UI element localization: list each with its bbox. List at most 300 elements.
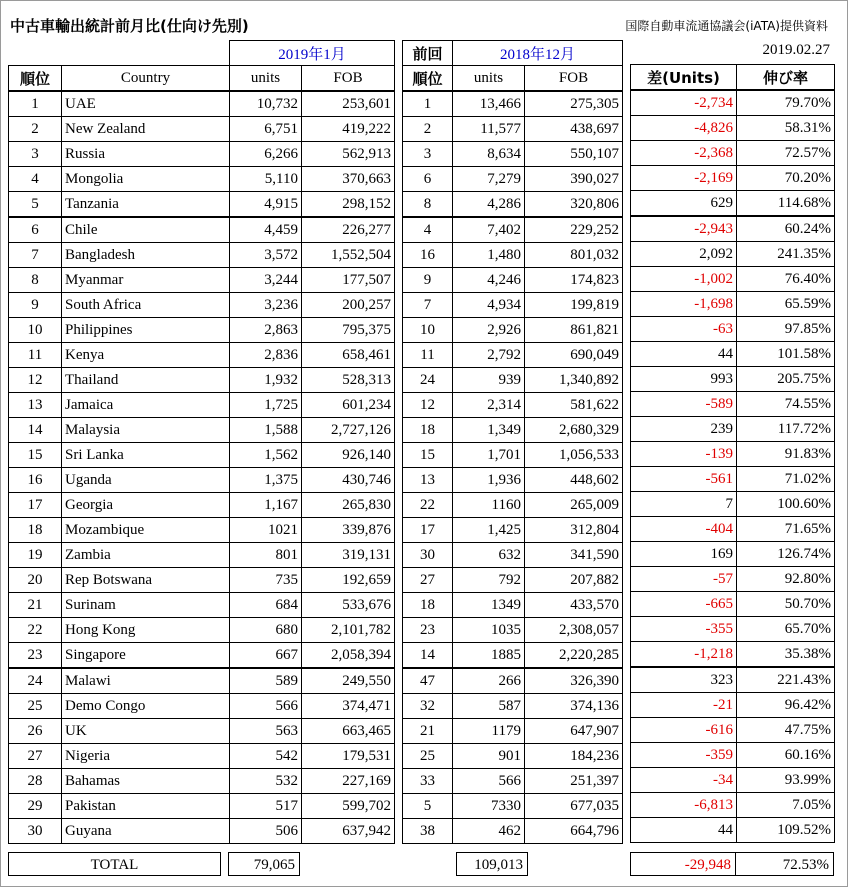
- diff-cell: 629: [631, 191, 737, 217]
- growth-cell: 92.80%: [737, 567, 835, 592]
- units-cell: 6,266: [230, 142, 302, 167]
- rank-cell: 9: [9, 293, 62, 318]
- country-cell: Myanmar: [62, 268, 230, 293]
- prev-units-cell: 1,349: [453, 418, 525, 443]
- prev-units-cell: 632: [453, 543, 525, 568]
- growth-header: 伸び率: [737, 65, 835, 91]
- prev-units-cell: 7,279: [453, 167, 525, 192]
- units-cell: 2,863: [230, 318, 302, 343]
- prev-units-cell: 1179: [453, 719, 525, 744]
- table-row: [9, 643, 395, 669]
- country-cell: UAE: [62, 91, 230, 117]
- table-row: [9, 694, 395, 719]
- diff-cell: -589: [631, 392, 737, 417]
- diff-cell: -6,813: [631, 793, 737, 818]
- table-row: [9, 368, 395, 393]
- table-row: [631, 793, 835, 818]
- table-row: [9, 744, 395, 769]
- prev-rank-header: 順位: [403, 66, 453, 92]
- table-row: [631, 267, 835, 292]
- diff-cell: -21: [631, 693, 737, 718]
- prev-units-cell: 1,701: [453, 443, 525, 468]
- units-cell: 1,932: [230, 368, 302, 393]
- units-cell: 1,725: [230, 393, 302, 418]
- table-row: [631, 141, 835, 166]
- prev-rank-cell: 7: [403, 293, 453, 318]
- table-row: [403, 769, 623, 794]
- units-cell: 563: [230, 719, 302, 744]
- units-cell: 680: [230, 618, 302, 643]
- table-row: [403, 418, 623, 443]
- rank-cell: 20: [9, 568, 62, 593]
- table-row: [9, 117, 395, 142]
- prev-rank-cell: 32: [403, 694, 453, 719]
- prev-fob-cell: 184,236: [525, 744, 623, 769]
- diff-cell: -2,169: [631, 166, 737, 191]
- table-row: [403, 719, 623, 744]
- rank-cell: 4: [9, 167, 62, 192]
- prev-rank-cell: 2: [403, 117, 453, 142]
- country-cell: Pakistan: [62, 794, 230, 819]
- country-cell: Mozambique: [62, 518, 230, 543]
- comparison-table: [630, 40, 835, 843]
- country-cell: Philippines: [62, 318, 230, 343]
- previous-period-header: 2018年12月: [453, 41, 623, 66]
- rank-cell: 16: [9, 468, 62, 493]
- table-row: [631, 367, 835, 392]
- country-cell: Rep Botswana: [62, 568, 230, 593]
- units-cell: 4,915: [230, 192, 302, 218]
- prev-fob-cell: 438,697: [525, 117, 623, 142]
- table-row: [631, 667, 835, 693]
- fob-cell: 926,140: [302, 443, 395, 468]
- prev-fob-cell: 320,806: [525, 192, 623, 218]
- prev-units-cell: 1035: [453, 618, 525, 643]
- country-cell: Nigeria: [62, 744, 230, 769]
- table-row: [403, 318, 623, 343]
- fob-cell: 227,169: [302, 769, 395, 794]
- diff-cell: -359: [631, 743, 737, 768]
- country-cell: Malaysia: [62, 418, 230, 443]
- prev-units-cell: 2,314: [453, 393, 525, 418]
- growth-cell: 205.75%: [737, 367, 835, 392]
- country-cell: Demo Congo: [62, 694, 230, 719]
- rank-cell: 27: [9, 744, 62, 769]
- prev-units-cell: 1160: [453, 493, 525, 518]
- table-row: [9, 268, 395, 293]
- fob-cell: 430,746: [302, 468, 395, 493]
- prev-units-cell: 587: [453, 694, 525, 719]
- prev-fob-cell: 448,602: [525, 468, 623, 493]
- units-cell: 3,244: [230, 268, 302, 293]
- country-cell: South Africa: [62, 293, 230, 318]
- rank-cell: 30: [9, 819, 62, 844]
- units-cell: 5,110: [230, 167, 302, 192]
- table-row: [9, 794, 395, 819]
- country-header: Country: [62, 66, 230, 92]
- prev-units-cell: 901: [453, 744, 525, 769]
- prev-rank-cell: 17: [403, 518, 453, 543]
- table-row: [9, 293, 395, 318]
- diff-cell: -355: [631, 617, 737, 642]
- table-row: [9, 668, 395, 694]
- fob-cell: 265,830: [302, 493, 395, 518]
- table-row: [9, 518, 395, 543]
- units-cell: 3,572: [230, 243, 302, 268]
- table-row: [9, 318, 395, 343]
- country-cell: Thailand: [62, 368, 230, 393]
- prev-units-cell: 1349: [453, 593, 525, 618]
- table-row: [631, 693, 835, 718]
- fob-cell: 663,465: [302, 719, 395, 744]
- units-cell: 667: [230, 643, 302, 669]
- table-row: [9, 343, 395, 368]
- growth-cell: 76.40%: [737, 267, 835, 292]
- country-cell: Kenya: [62, 343, 230, 368]
- diff-cell: -561: [631, 467, 737, 492]
- table-row: [9, 719, 395, 744]
- fob-cell: 533,676: [302, 593, 395, 618]
- units-cell: 1021: [230, 518, 302, 543]
- table-row: [403, 618, 623, 643]
- table-row: [403, 744, 623, 769]
- prev-units-cell: 266: [453, 668, 525, 694]
- diff-cell: 169: [631, 542, 737, 567]
- growth-cell: 47.75%: [737, 718, 835, 743]
- table-row: [9, 142, 395, 167]
- table-row: [631, 417, 835, 442]
- growth-cell: 70.20%: [737, 166, 835, 191]
- table-row: [631, 818, 835, 843]
- country-cell: New Zealand: [62, 117, 230, 142]
- table-row: [9, 568, 395, 593]
- fob-cell: 374,471: [302, 694, 395, 719]
- prev-fob-cell: 207,882: [525, 568, 623, 593]
- country-cell: Malawi: [62, 668, 230, 694]
- prev-units-cell: 8,634: [453, 142, 525, 167]
- diff-cell: 239: [631, 417, 737, 442]
- prev-fob-cell: 341,590: [525, 543, 623, 568]
- fob-cell: 179,531: [302, 744, 395, 769]
- table-row: [403, 91, 623, 117]
- prev-rank-cell: 8: [403, 192, 453, 218]
- fob-cell: 200,257: [302, 293, 395, 318]
- prev-rank-cell: 13: [403, 468, 453, 493]
- total-diff: -29,948: [630, 852, 736, 876]
- units-cell: 801: [230, 543, 302, 568]
- table-row: [403, 694, 623, 719]
- table-row: [631, 392, 835, 417]
- rank-cell: 13: [9, 393, 62, 418]
- page-title: 中古車輸出統計前月比(仕向け先別): [10, 17, 249, 35]
- table-row: [403, 518, 623, 543]
- prev-units-cell: 13,466: [453, 91, 525, 117]
- growth-cell: 109.52%: [737, 818, 835, 843]
- diff-cell: 7: [631, 492, 737, 517]
- rank-cell: 7: [9, 243, 62, 268]
- prev-rank-cell: 15: [403, 443, 453, 468]
- table-row: [9, 593, 395, 618]
- table-row: [631, 166, 835, 191]
- prev-rank-top-header: 前回: [403, 41, 453, 66]
- diff-cell: 323: [631, 667, 737, 693]
- report-date: 2019.02.27: [762, 42, 830, 58]
- prev-fob-cell: 861,821: [525, 318, 623, 343]
- fob-cell: 528,313: [302, 368, 395, 393]
- prev-fob-cell: 2,220,285: [525, 643, 623, 669]
- prev-fob-cell: 229,252: [525, 217, 623, 243]
- units-header: units: [230, 66, 302, 92]
- table-row: [403, 593, 623, 618]
- table-row: [403, 543, 623, 568]
- growth-cell: 97.85%: [737, 317, 835, 342]
- diff-cell: 993: [631, 367, 737, 392]
- prev-fob-cell: 251,397: [525, 769, 623, 794]
- table-row: [631, 90, 835, 116]
- prev-rank-cell: 6: [403, 167, 453, 192]
- country-cell: Tanzania: [62, 192, 230, 218]
- fob-cell: 637,942: [302, 819, 395, 844]
- country-cell: Singapore: [62, 643, 230, 669]
- country-cell: Chile: [62, 217, 230, 243]
- fob-cell: 601,234: [302, 393, 395, 418]
- units-cell: 684: [230, 593, 302, 618]
- country-cell: Jamaica: [62, 393, 230, 418]
- country-cell: Zambia: [62, 543, 230, 568]
- table-row: [631, 617, 835, 642]
- rank-cell: 8: [9, 268, 62, 293]
- prev-rank-cell: 24: [403, 368, 453, 393]
- prev-rank-cell: 16: [403, 243, 453, 268]
- prev-fob-header: FOB: [525, 66, 623, 92]
- prev-rank-cell: 9: [403, 268, 453, 293]
- rank-cell: 12: [9, 368, 62, 393]
- rank-cell: 6: [9, 217, 62, 243]
- growth-cell: 71.02%: [737, 467, 835, 492]
- table-row: [9, 167, 395, 192]
- prev-fob-cell: 199,819: [525, 293, 623, 318]
- prev-fob-cell: 390,027: [525, 167, 623, 192]
- table-row: [631, 292, 835, 317]
- prev-rank-cell: 18: [403, 593, 453, 618]
- prev-units-cell: 1,480: [453, 243, 525, 268]
- table-row: [9, 468, 395, 493]
- prev-units-cell: 4,934: [453, 293, 525, 318]
- country-cell: Uganda: [62, 468, 230, 493]
- table-row: [631, 592, 835, 617]
- growth-cell: 74.55%: [737, 392, 835, 417]
- growth-cell: 93.99%: [737, 768, 835, 793]
- prev-units-cell: 1,425: [453, 518, 525, 543]
- prev-rank-cell: 25: [403, 744, 453, 769]
- table-row: [403, 468, 623, 493]
- units-cell: 1,375: [230, 468, 302, 493]
- fob-cell: 253,601: [302, 91, 395, 117]
- table-row: [631, 642, 835, 668]
- fob-cell: 1,552,504: [302, 243, 395, 268]
- rank-header: 順位: [9, 66, 62, 92]
- growth-cell: 72.57%: [737, 141, 835, 166]
- table-row: [631, 517, 835, 542]
- prev-fob-cell: 312,804: [525, 518, 623, 543]
- prev-fob-cell: 2,308,057: [525, 618, 623, 643]
- prev-fob-cell: 664,796: [525, 819, 623, 844]
- growth-cell: 60.16%: [737, 743, 835, 768]
- units-cell: 532: [230, 769, 302, 794]
- prev-units-cell: 7330: [453, 794, 525, 819]
- prev-fob-cell: 275,305: [525, 91, 623, 117]
- growth-cell: 71.65%: [737, 517, 835, 542]
- diff-cell: -665: [631, 592, 737, 617]
- rank-cell: 10: [9, 318, 62, 343]
- growth-cell: 100.60%: [737, 492, 835, 517]
- fob-cell: 562,913: [302, 142, 395, 167]
- country-cell: Bangladesh: [62, 243, 230, 268]
- prev-rank-cell: 38: [403, 819, 453, 844]
- table-row: [403, 643, 623, 669]
- rank-cell: 25: [9, 694, 62, 719]
- growth-cell: 65.59%: [737, 292, 835, 317]
- diff-cell: 44: [631, 818, 737, 843]
- units-cell: 506: [230, 819, 302, 844]
- table-row: [631, 191, 835, 217]
- diff-cell: -404: [631, 517, 737, 542]
- growth-cell: 7.05%: [737, 793, 835, 818]
- prev-units-cell: 566: [453, 769, 525, 794]
- table-row: [631, 567, 835, 592]
- prev-units-header: units: [453, 66, 525, 92]
- country-cell: UK: [62, 719, 230, 744]
- diff-cell: -2,368: [631, 141, 737, 166]
- table-row: [9, 443, 395, 468]
- units-cell: 566: [230, 694, 302, 719]
- prev-units-cell: 4,246: [453, 268, 525, 293]
- total-growth: 72.53%: [735, 852, 834, 876]
- table-row: [9, 769, 395, 794]
- table-row: [403, 243, 623, 268]
- fob-cell: 249,550: [302, 668, 395, 694]
- units-cell: 517: [230, 794, 302, 819]
- rank-cell: 17: [9, 493, 62, 518]
- fob-cell: 419,222: [302, 117, 395, 142]
- units-cell: 1,562: [230, 443, 302, 468]
- growth-cell: 91.83%: [737, 442, 835, 467]
- prev-fob-cell: 677,035: [525, 794, 623, 819]
- source-note: 国際自動車流通協議会(iATA)提供資料: [625, 19, 828, 33]
- table-row: [631, 342, 835, 367]
- total-prev-units: 109,013: [456, 852, 528, 876]
- country-cell: Hong Kong: [62, 618, 230, 643]
- units-cell: 4,459: [230, 217, 302, 243]
- diff-cell: -1,002: [631, 267, 737, 292]
- growth-cell: 35.38%: [737, 642, 835, 668]
- prev-rank-cell: 14: [403, 643, 453, 669]
- rank-cell: 2: [9, 117, 62, 142]
- country-cell: Bahamas: [62, 769, 230, 794]
- country-cell: Russia: [62, 142, 230, 167]
- units-cell: 589: [230, 668, 302, 694]
- table-row: [403, 142, 623, 167]
- table-row: [403, 217, 623, 243]
- total-units: 79,065: [228, 852, 300, 876]
- growth-cell: 50.70%: [737, 592, 835, 617]
- table-row: [631, 542, 835, 567]
- current-period-table: [8, 40, 395, 844]
- diff-cell: -57: [631, 567, 737, 592]
- prev-fob-cell: 265,009: [525, 493, 623, 518]
- prev-rank-cell: 18: [403, 418, 453, 443]
- prev-units-cell: 4,286: [453, 192, 525, 218]
- units-cell: 1,588: [230, 418, 302, 443]
- prev-units-cell: 462: [453, 819, 525, 844]
- growth-cell: 96.42%: [737, 693, 835, 718]
- fob-cell: 2,058,394: [302, 643, 395, 669]
- table-row: [403, 568, 623, 593]
- table-row: [9, 393, 395, 418]
- growth-cell: 60.24%: [737, 216, 835, 242]
- prev-units-cell: 11,577: [453, 117, 525, 142]
- units-cell: 6,751: [230, 117, 302, 142]
- growth-cell: 101.58%: [737, 342, 835, 367]
- table-row: [403, 668, 623, 694]
- table-row: [403, 819, 623, 844]
- diff-cell: 2,092: [631, 242, 737, 267]
- diff-cell: -616: [631, 718, 737, 743]
- total-label: TOTAL: [8, 852, 221, 876]
- diff-cell: -1,218: [631, 642, 737, 668]
- prev-rank-cell: 4: [403, 217, 453, 243]
- fob-cell: 2,727,126: [302, 418, 395, 443]
- fob-header: FOB: [302, 66, 395, 92]
- prev-rank-cell: 22: [403, 493, 453, 518]
- units-cell: 542: [230, 744, 302, 769]
- growth-cell: 114.68%: [737, 191, 835, 217]
- country-cell: Sri Lanka: [62, 443, 230, 468]
- growth-cell: 117.72%: [737, 417, 835, 442]
- prev-fob-cell: 326,390: [525, 668, 623, 694]
- fob-cell: 795,375: [302, 318, 395, 343]
- table-row: [631, 317, 835, 342]
- table-row: [403, 794, 623, 819]
- prev-fob-cell: 1,340,892: [525, 368, 623, 393]
- prev-fob-cell: 1,056,533: [525, 443, 623, 468]
- prev-units-cell: 2,792: [453, 343, 525, 368]
- prev-rank-cell: 11: [403, 343, 453, 368]
- table-row: [631, 442, 835, 467]
- prev-rank-cell: 1: [403, 91, 453, 117]
- table-row: [9, 618, 395, 643]
- diff-cell: -34: [631, 768, 737, 793]
- fob-cell: 177,507: [302, 268, 395, 293]
- previous-period-table: [402, 40, 623, 844]
- diff-cell: -4,826: [631, 116, 737, 141]
- fob-cell: 339,876: [302, 518, 395, 543]
- prev-fob-cell: 550,107: [525, 142, 623, 167]
- table-row: [403, 368, 623, 393]
- rank-cell: 24: [9, 668, 62, 694]
- country-cell: Guyana: [62, 819, 230, 844]
- rank-cell: 15: [9, 443, 62, 468]
- table-row: [403, 293, 623, 318]
- table-row: [631, 718, 835, 743]
- rank-cell: 21: [9, 593, 62, 618]
- table-row: [403, 167, 623, 192]
- prev-fob-cell: 690,049: [525, 343, 623, 368]
- rank-cell: 11: [9, 343, 62, 368]
- fob-cell: 298,152: [302, 192, 395, 218]
- prev-fob-cell: 647,907: [525, 719, 623, 744]
- fob-cell: 370,663: [302, 167, 395, 192]
